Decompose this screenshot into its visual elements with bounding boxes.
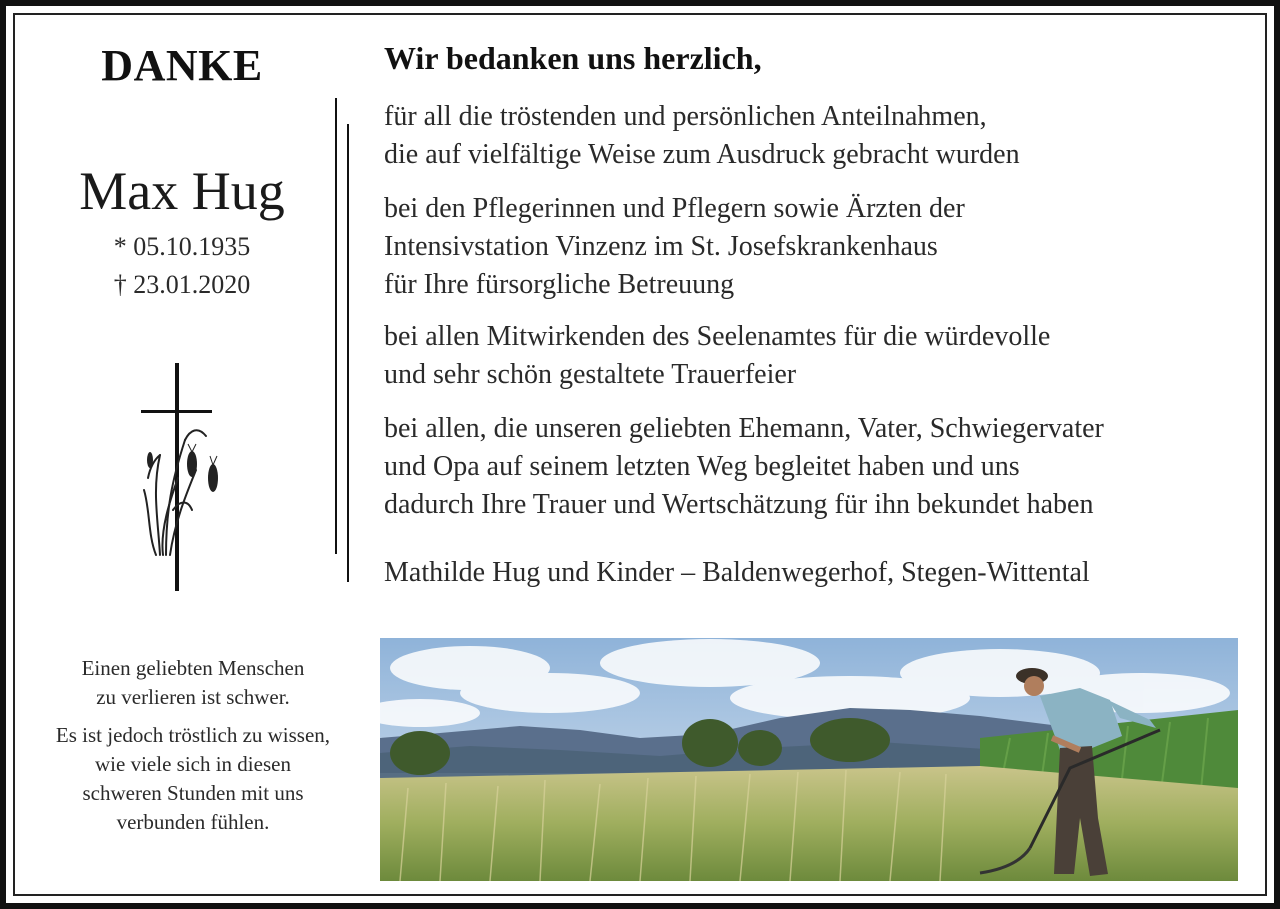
quote-line: schweren Stunden mit uns bbox=[82, 781, 304, 805]
quote-line: Einen geliebten Menschen bbox=[81, 656, 305, 680]
thanks-paragraph-4 bbox=[384, 410, 1104, 524]
thanks-paragraph-2 bbox=[384, 190, 965, 304]
divider-line-right bbox=[347, 124, 349, 582]
cross-with-grass-icon bbox=[130, 360, 230, 600]
danke-title: DANKE bbox=[101, 41, 263, 90]
paragraph-line: für all die tröstenden und persönlichen Anteilnahmen, bbox=[384, 101, 987, 132]
paragraph-line: und sehr schön gestaltete Trauerfeier bbox=[384, 359, 797, 390]
paragraph-line: dadurch Ihre Trauer und Wertschätzung für ihn bekundet haben bbox=[384, 489, 1094, 520]
paragraph-line: bei den Pflegerinnen und Pflegern sowie Ärzten der bbox=[384, 193, 965, 224]
quote-line: zu verlieren ist schwer. bbox=[96, 685, 290, 709]
divider-line-left bbox=[335, 98, 337, 554]
paragraph-line: die auf vielfältige Weise zum Ausdruck gebracht wurden bbox=[384, 139, 1020, 170]
paragraph-line: bei allen, die unseren geliebten Ehemann, Vater, Schwiegervater bbox=[384, 413, 1104, 444]
birth-date: * 05.10.1935 bbox=[113, 232, 251, 261]
paragraph-line: Intensivstation Vinzenz im St. Josefskrankenhaus bbox=[384, 231, 938, 262]
thanks-heading: Wir bedanken uns herzlich, bbox=[384, 40, 762, 76]
signature: Mathilde Hug und Kinder – Baldenwegerhof, Stegen-Wittental bbox=[384, 557, 1090, 588]
thanks-paragraph-3 bbox=[384, 318, 1050, 394]
quote-line: verbunden fühlen. bbox=[116, 810, 270, 834]
quote-block-2 bbox=[24, 721, 362, 837]
thanks-paragraph-1 bbox=[384, 98, 1020, 174]
man-mowing-meadow-photo bbox=[380, 638, 1238, 881]
quote-line: Es ist jedoch tröstlich zu wissen, bbox=[55, 723, 331, 747]
quote-block-1 bbox=[24, 654, 362, 712]
paragraph-line: bei allen Mitwirkenden des Seelenamtes für die würdevolle bbox=[384, 321, 1051, 352]
deceased-name: Max Hug bbox=[79, 161, 285, 221]
paragraph-line: für Ihre fürsorgliche Betreuung bbox=[384, 269, 735, 300]
paragraph-line: und Opa auf seinem letzten Weg begleitet haben und uns bbox=[384, 451, 1020, 482]
quote-line: wie viele sich in diesen bbox=[95, 752, 291, 776]
death-date: † 23.01.2020 bbox=[113, 270, 251, 299]
